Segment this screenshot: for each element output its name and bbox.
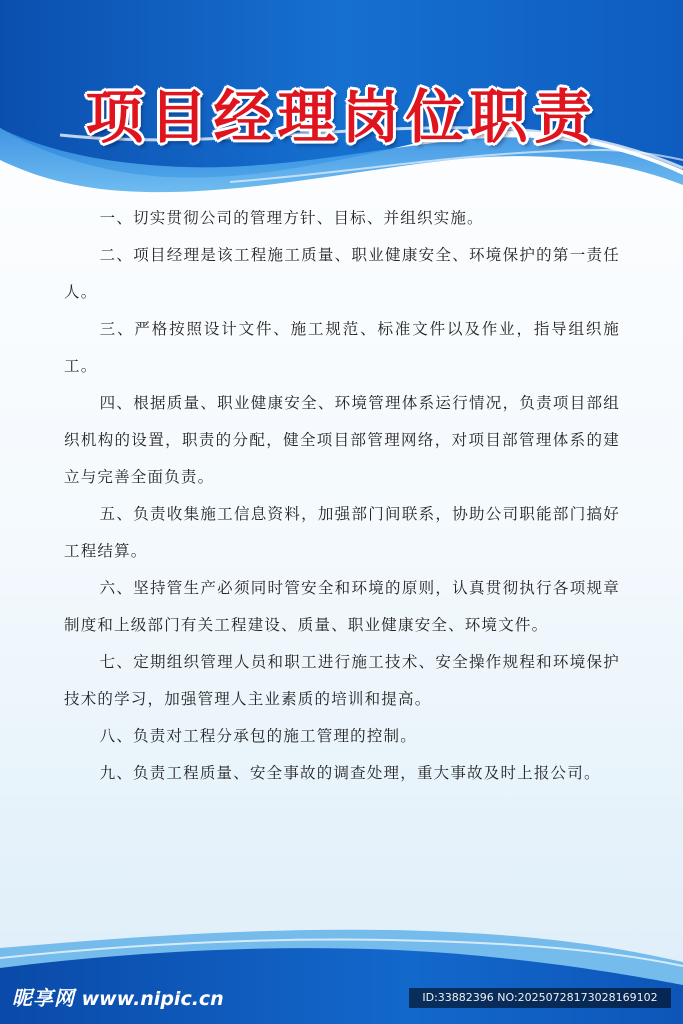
watermark-logo-cn: 昵享网 <box>12 986 75 1010</box>
page-title: 项目经理岗位职责 <box>85 83 598 151</box>
list-item: 三、严格按照设计文件、施工规范、标准文件以及作业，指导组织施工。 <box>64 320 620 375</box>
watermark-logo <box>12 982 224 1011</box>
list-item: 七、定期组织管理人员和职工进行施工技术、安全操作规程和环境保护技术的学习，加强管理人主业素质的培训和提高。 <box>64 653 620 708</box>
list-item: 六、坚持管生产必须同时管安全和环境的原则，认真贯彻执行各项规章制度和上级部门有关工程建设、质量、职业健康安全、环境文件。 <box>64 579 620 634</box>
list-item: 一、切实贯彻公司的管理方针、目标、并组织实施。 <box>99 209 484 227</box>
list-item: 五、负责收集施工信息资料，加强部门间联系，协助公司职能部门搞好工程结算。 <box>64 505 620 560</box>
list-item: 四、根据质量、职业健康安全、环境管理体系运行情况，负责项目部组织机构的设置，职责的分配，健全项目部管理网络，对项目部管理体系的建立与完善全面负责。 <box>64 394 620 486</box>
list-item: 八、负责对工程分承包的施工管理的控制。 <box>99 727 417 745</box>
duty-list <box>64 200 620 792</box>
watermark-id: ID:33882396 NO:20250728173028169102 <box>409 988 671 1008</box>
list-item: 九、负责工程质量、安全事故的调查处理，重大事故及时上报公司。 <box>99 764 601 782</box>
list-item: 二、项目经理是该工程施工质量、职业健康安全、环境保护的第一责任人。 <box>64 246 620 301</box>
watermark-logo-url: www.nipic.cn <box>81 988 224 1010</box>
